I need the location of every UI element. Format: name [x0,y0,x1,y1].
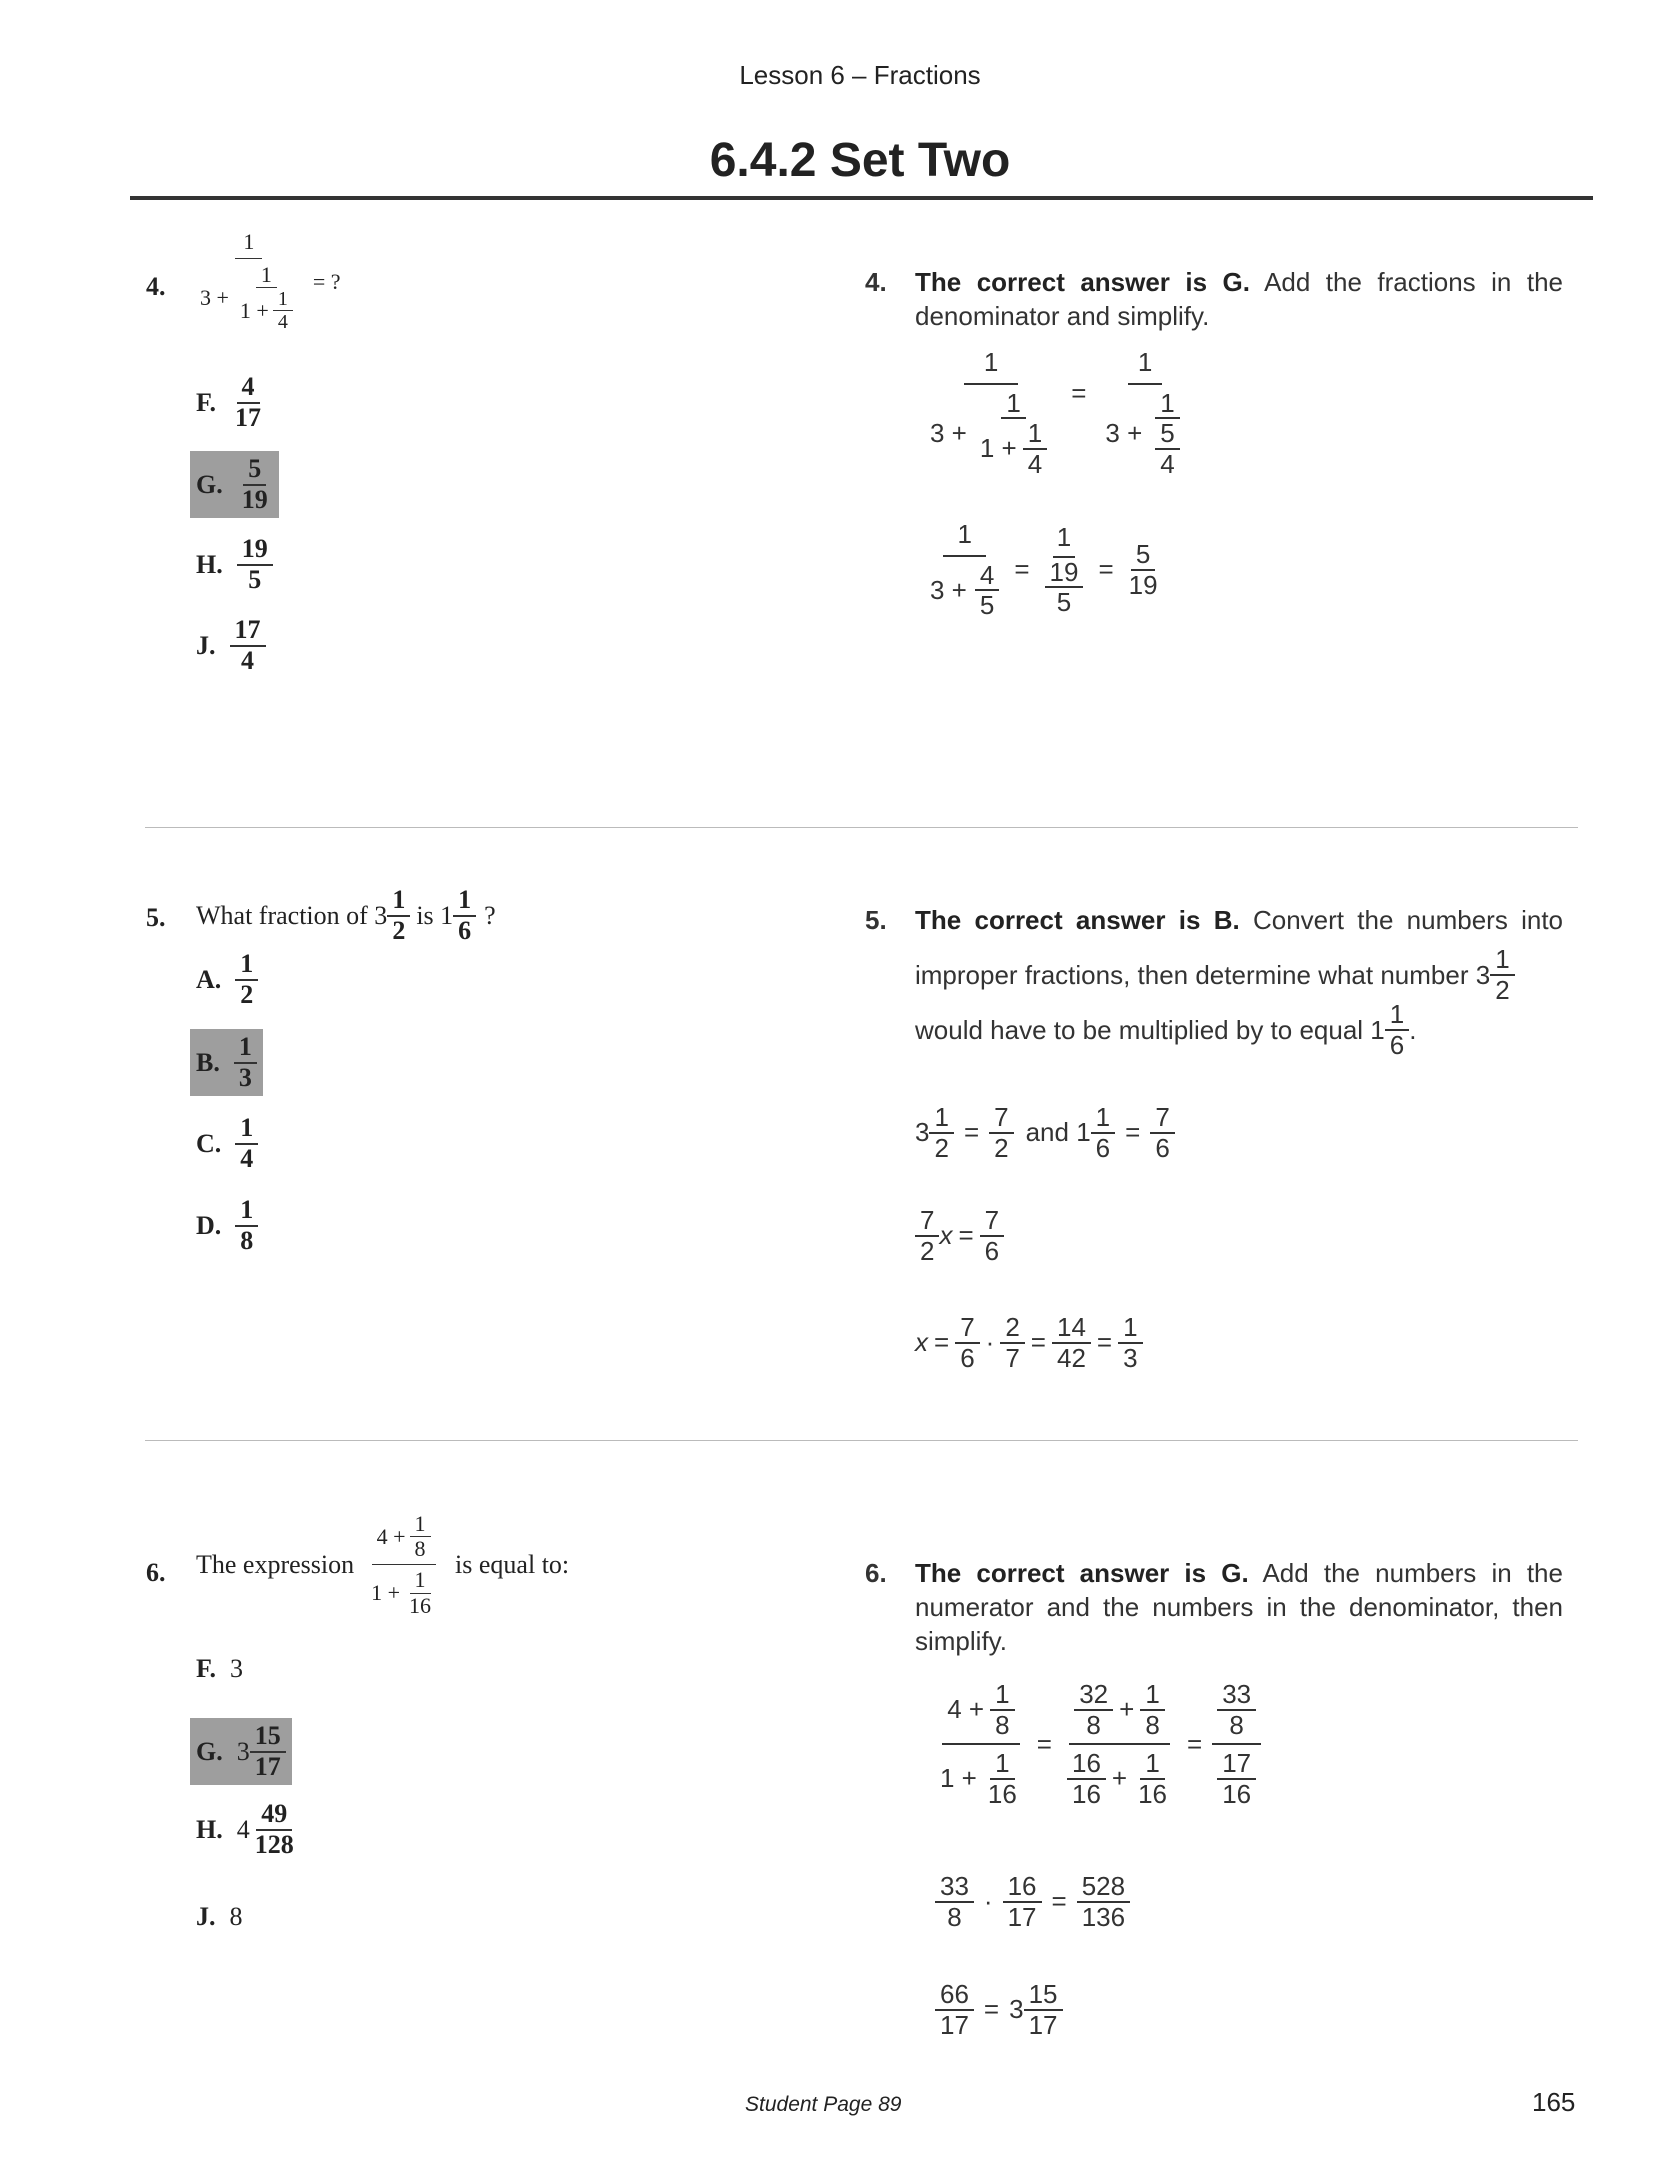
q5-number: 5. [146,903,166,932]
q5-answer-line2: improper fractions, then determine what number 3 $\frac{1}{2}$ [915,945,1515,1004]
q4-answer-number: 4. [865,267,887,297]
q4-option-h[interactable]: H. $\frac{19}{5}$ [196,535,273,594]
q4-option-g-selected[interactable]: G. $\frac{5}{19}$ [190,451,279,518]
q4-expression: 1 3 + 1 1 + $\frac{1}{4}$ = ? [200,229,341,334]
q5-answer-number: 5. [865,905,887,935]
q4-option-f[interactable]: F. $\frac{4}{17}$ [196,372,261,432]
page-title: 6.4.2 Set Two [709,134,1011,187]
q6-option-j[interactable]: J. 8 [196,1902,243,1931]
q5-answer-line1: The correct answer is B. Convert the numbers into [915,905,1563,935]
q4-step1: 1 3 + 1 1 + $\frac{1}{4}$ = 1 3 + $\frac{1}{\frac{5}{4}}$ [925,348,1190,478]
title-rule [130,196,1593,200]
q4-answer-text: The correct answer is G. Add the fractions in the denominator and simplify. [915,267,1563,331]
q5-option-a[interactable]: A. $\frac{1}{2}$ [196,950,258,1009]
q4-step2: 1 3 + $\frac{4}{5}$ = $\frac{1}{\frac{19}{5}}$ = $\frac{5}{19}$ [930,519,1158,621]
q5-option-c[interactable]: C. $\frac{1}{4}$ [196,1114,258,1173]
page-number: 165 [1532,2087,1576,2117]
q4-number: 4. [146,272,166,301]
q6-option-f[interactable]: F. 3 [196,1654,243,1683]
q6-option-g-selected[interactable]: G. 3 $\frac{15}{17}$ [190,1718,292,1785]
q6-work-line1: 4 + $\frac{1}{8}$ 1 + $\frac{1}{16}$ = $\frac{32}{8}$ + $\frac{1}{8}$ $\frac{16}{16}$ + $\frac{1}{16}$ = $\frac{\frac{33}{8}}{\frac{17}{16}}$ [935,1680,1261,1808]
separator-2 [145,1440,1578,1441]
q5-work-line2: $\frac{7}{2}$ x = $\frac{7}{6}$ [915,1206,1004,1265]
q6-answer-text: The correct answer is G. Add the numbers in the numerator and the numbers in the denominator, then simplify. [915,1558,1563,1656]
q6-answer-number: 6. [865,1558,887,1588]
student-page-reference: Student Page 89 [745,2093,902,2116]
q6-prompt: The expression 4 + $\frac{1}{8}$ 1 + $\frac{1}{16}$ is equal to: [196,1511,570,1618]
q5-prompt: What fraction of 3 $\frac{1}{2}$ is 1 $\frac{1}{6}$ ? [196,885,496,945]
separator-1 [145,827,1578,828]
q6-work-line3: $\frac{66}{17}$ = 3 $\frac{15}{17}$ [935,1980,1063,2039]
q6-work-line2: $\frac{33}{8}$ · $\frac{16}{17}$ = $\frac{528}{136}$ [935,1872,1130,1931]
q5-answer-line3: would have to be multiplied by to equal 1 $\frac{1}{6}$ . [915,999,1417,1060]
q4-option-j[interactable]: J. $\frac{17}{4}$ [196,616,266,675]
q5-work-line3: x = $\frac{7}{6}$ · $\frac{2}{7}$ = $\frac{14}{42}$ = $\frac{1}{3}$ [915,1313,1143,1372]
q6-number: 6. [146,1558,166,1587]
q5-option-b-selected[interactable]: B. $\frac{1}{3}$ [190,1029,263,1096]
q5-work-line1: 3 $\frac{1}{2}$ = $\frac{7}{2}$ and 1 $\frac{1}{6}$ = $\frac{7}{6}$ [915,1103,1175,1162]
lesson-header: Lesson 6 – Fractions [739,60,981,90]
q5-option-d[interactable]: D. $\frac{1}{8}$ [196,1196,258,1255]
q6-option-h[interactable]: H. 4 $\frac{49}{128}$ [196,1799,294,1859]
